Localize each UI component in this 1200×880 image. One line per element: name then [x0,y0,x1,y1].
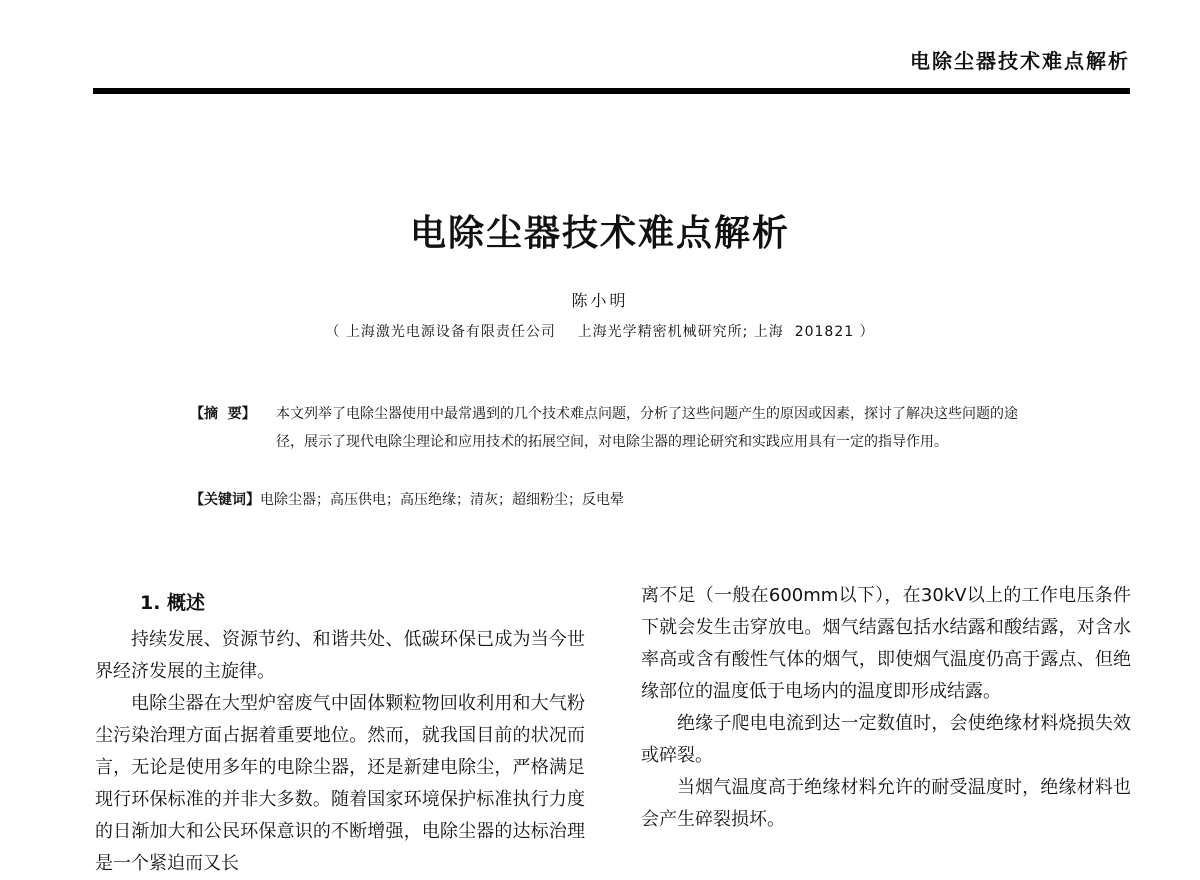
abstract-label: 【摘 要】 [190,406,256,422]
article-title: 电除尘器技术难点解析 [409,213,790,254]
keywords-text: 电除尘器；高压供电；高压绝缘；清灰；超细粉尘；反电晕 [260,492,624,508]
author-affiliation: （ 上海激光电源设备有限责任公司 上海光学精密机械研究所; 上海 201821 ） [325,324,875,340]
section-heading: 1. 概述 [140,592,206,614]
body-paragraph: 绝缘子爬电电流到达一定数值时，会使绝缘材料烧损失效或碎裂。 [641,713,1131,766]
author-name: 陈小明 [571,291,629,310]
header-rule [93,88,1130,94]
body-column-right [641,580,1131,836]
body-paragraph-continued: 离不足（一般在600mm以下），在30kV以上的工作电压条件下就会发生击穿放电。烟气结露包括水结露和酸结露，对含水率高或含有酸性气体的烟气，即使烟气温度仍高于露点、但绝缘部位的温度低于电场内的温度即形成结露。 [641,585,1131,702]
body-paragraph: 电除尘器在大型炉窑废气中固体颗粒物回收利用和大气粉尘污染治理方面占据着重要地位。然而，就我国目前的状况而言，无论是使用多年的电除尘器，还是新建电除尘，严格满足现行环保标准的并非大多数。随着国家环境保护标准执行力度的日渐加大和公民环保意识的不断增强，电除尘器的达标治理是一个紧迫而又长 [95,693,585,874]
body-paragraph: 当烟气温度高于绝缘材料允许的耐受温度时，绝缘材料也会产生碎裂损坏。 [641,777,1131,830]
body-paragraph: 持续发展、资源节约、和谐共处、低碳环保已成为当今世界经济发展的主旋律。 [95,629,585,682]
keywords-block [190,486,1030,514]
keywords-label: 【关键词】 [190,492,260,508]
body-column-left [95,586,585,880]
abstract-text: 本文列举了电除尘器使用中最常遇到的几个技术难点问题，分析了这些问题产生的原因或因素，探讨了解决这些问题的途径，展示了现代电除尘理论和应用技术的拓展空间，对电除尘器的理论研究和实践应用具有一定的指导作用。 [276,406,1018,450]
abstract-block [190,400,1030,456]
running-header-title: 电除尘器技术难点解析 [910,49,1130,73]
